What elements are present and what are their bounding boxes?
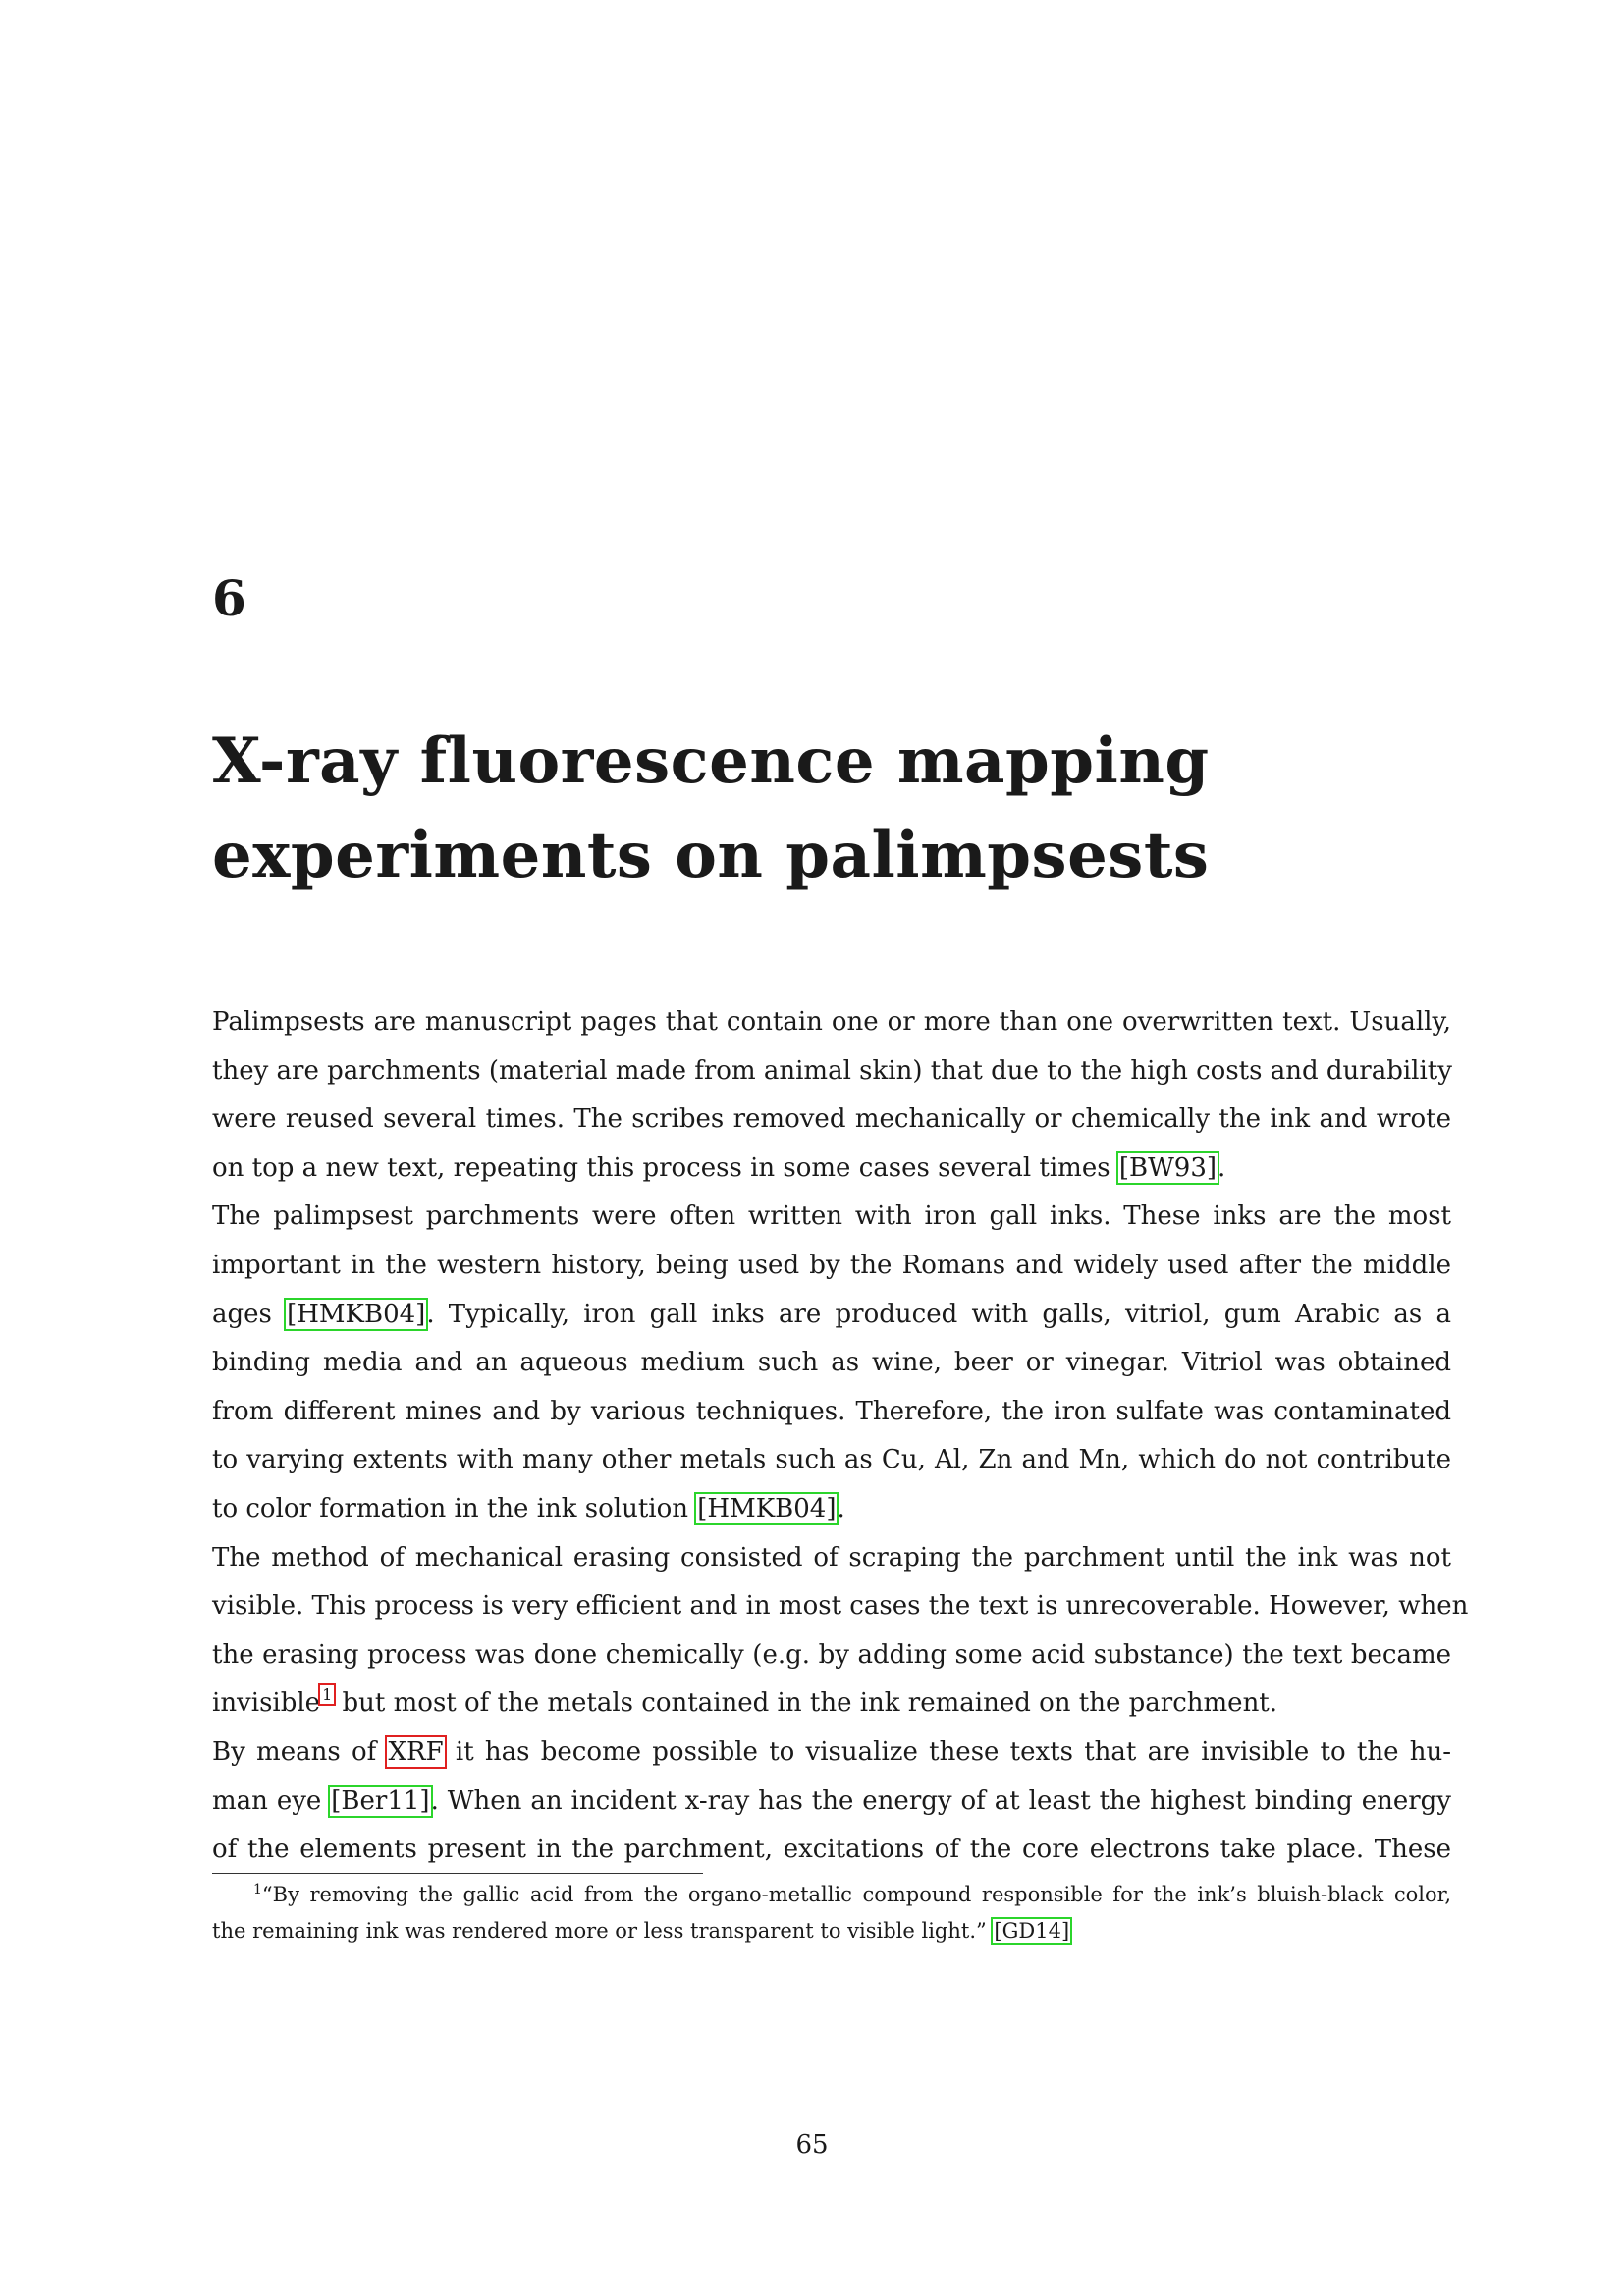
text-span: but most of the metals contained in the ink remained on the parchment. <box>334 1688 1278 1719</box>
paragraph-2-line-4: binding media and an aqueous medium such as wine, beer or vinegar. Vitriol was obtained <box>212 1348 1451 1378</box>
citation-link-ber11[interactable]: [Ber11] <box>331 1786 430 1816</box>
paragraph-2-line-1: The palimpsest parchments were often written with iron gall inks. These inks are the most <box>212 1201 1451 1232</box>
text-span: man eye <box>212 1786 331 1816</box>
footnote-divider <box>212 1873 703 1874</box>
text-span: to color formation in the ink solution <box>212 1493 697 1523</box>
text-span: it has become possible to visualize these texts that are invisible to the hu- <box>444 1736 1452 1767</box>
paragraph-3-line-2: visible. This process is very efficient and in most cases the text is unrecoverable. However, when <box>212 1591 1469 1622</box>
text-span: “By removing the gallic acid from the organo-metallic compound responsible for the ink’s bluish-black color, <box>261 1883 1451 1906</box>
citation-link-bw93[interactable]: [BW93] <box>1118 1152 1218 1183</box>
citation-link-hmkb04[interactable]: [HMKB04] <box>287 1299 426 1329</box>
text-span: . When an incident x-ray has the energy of at least the highest binding energy <box>430 1786 1451 1816</box>
text-span: the remaining ink was rendered more or less transparent to visible light.” <box>212 1919 994 1943</box>
paragraph-1-line-2: they are parchments (material made from animal skin) that due to the high costs and durability <box>212 1055 1452 1086</box>
chapter-title <box>212 715 1449 903</box>
footnote-number: 1 <box>253 1882 262 1897</box>
paragraph-2-line-2: important in the western history, being used by the Romans and widely used after the middle <box>212 1250 1451 1280</box>
paragraph-4-line-3: of the elements present in the parchment, excitations of the core electrons take place. These <box>212 1835 1451 1865</box>
paragraph-2-line-3 <box>212 1291 1451 1340</box>
text-span: invisible <box>212 1688 321 1719</box>
footnote <box>212 1877 1451 1949</box>
paragraph-1-line-3: were reused several times. The scribes removed mechanically or chemically the ink and wrote <box>212 1104 1451 1135</box>
body-text <box>212 998 1469 1875</box>
paragraph-2-line-5: from different mines and by various techniques. Therefore, the iron sulfate was contaminated <box>212 1396 1451 1426</box>
paragraph-4-line-1 <box>212 1729 1451 1778</box>
text-span: By means of <box>212 1736 388 1767</box>
chapter-title-line-2: experiments on palimpsests <box>212 819 1210 892</box>
text-span: . <box>1218 1152 1226 1183</box>
text-span: . <box>837 1493 845 1523</box>
paragraph-2-line-6: to varying extents with many other metals such as Cu, Al, Zn and Mn, which do not contribute <box>212 1445 1451 1475</box>
page-number: 65 <box>795 2130 829 2160</box>
text-span: on top a new text, repeating this process in some cases several times <box>212 1152 1118 1183</box>
paragraph-2-line-7 <box>212 1485 1451 1534</box>
paragraph-3-line-1: The method of mechanical erasing consisted of scraping the parchment until the ink was not <box>212 1542 1451 1573</box>
footnote-line-2 <box>212 1913 1451 1949</box>
footnote-link-1[interactable]: 1 <box>322 1685 333 1705</box>
text-span: ages <box>212 1299 287 1329</box>
paragraph-1-line-1: Palimpsests are manuscript pages that contain one or more than one overwritten text. Usually, <box>212 1007 1451 1037</box>
citation-link-gd14[interactable]: [GD14] <box>994 1919 1070 1943</box>
acronym-link-xrf[interactable]: XRF <box>388 1736 444 1767</box>
text-span: . Typically, iron gall inks are produced with galls, vitriol, gum Arabic as a <box>426 1299 1451 1329</box>
footnote-line-1 <box>212 1877 1451 1913</box>
chapter-number: 6 <box>212 569 246 627</box>
paragraph-4-line-2 <box>212 1778 1451 1827</box>
paragraph-3-line-3: the erasing process was done chemically (e.g. by adding some acid substance) the text became <box>212 1639 1451 1670</box>
paragraph-3-line-4 <box>212 1680 1451 1729</box>
citation-link-hmkb04[interactable]: [HMKB04] <box>697 1493 837 1523</box>
chapter-title-line-1: X-ray fluorescence mapping <box>212 724 1210 798</box>
paragraph-1-line-4 <box>212 1145 1451 1194</box>
